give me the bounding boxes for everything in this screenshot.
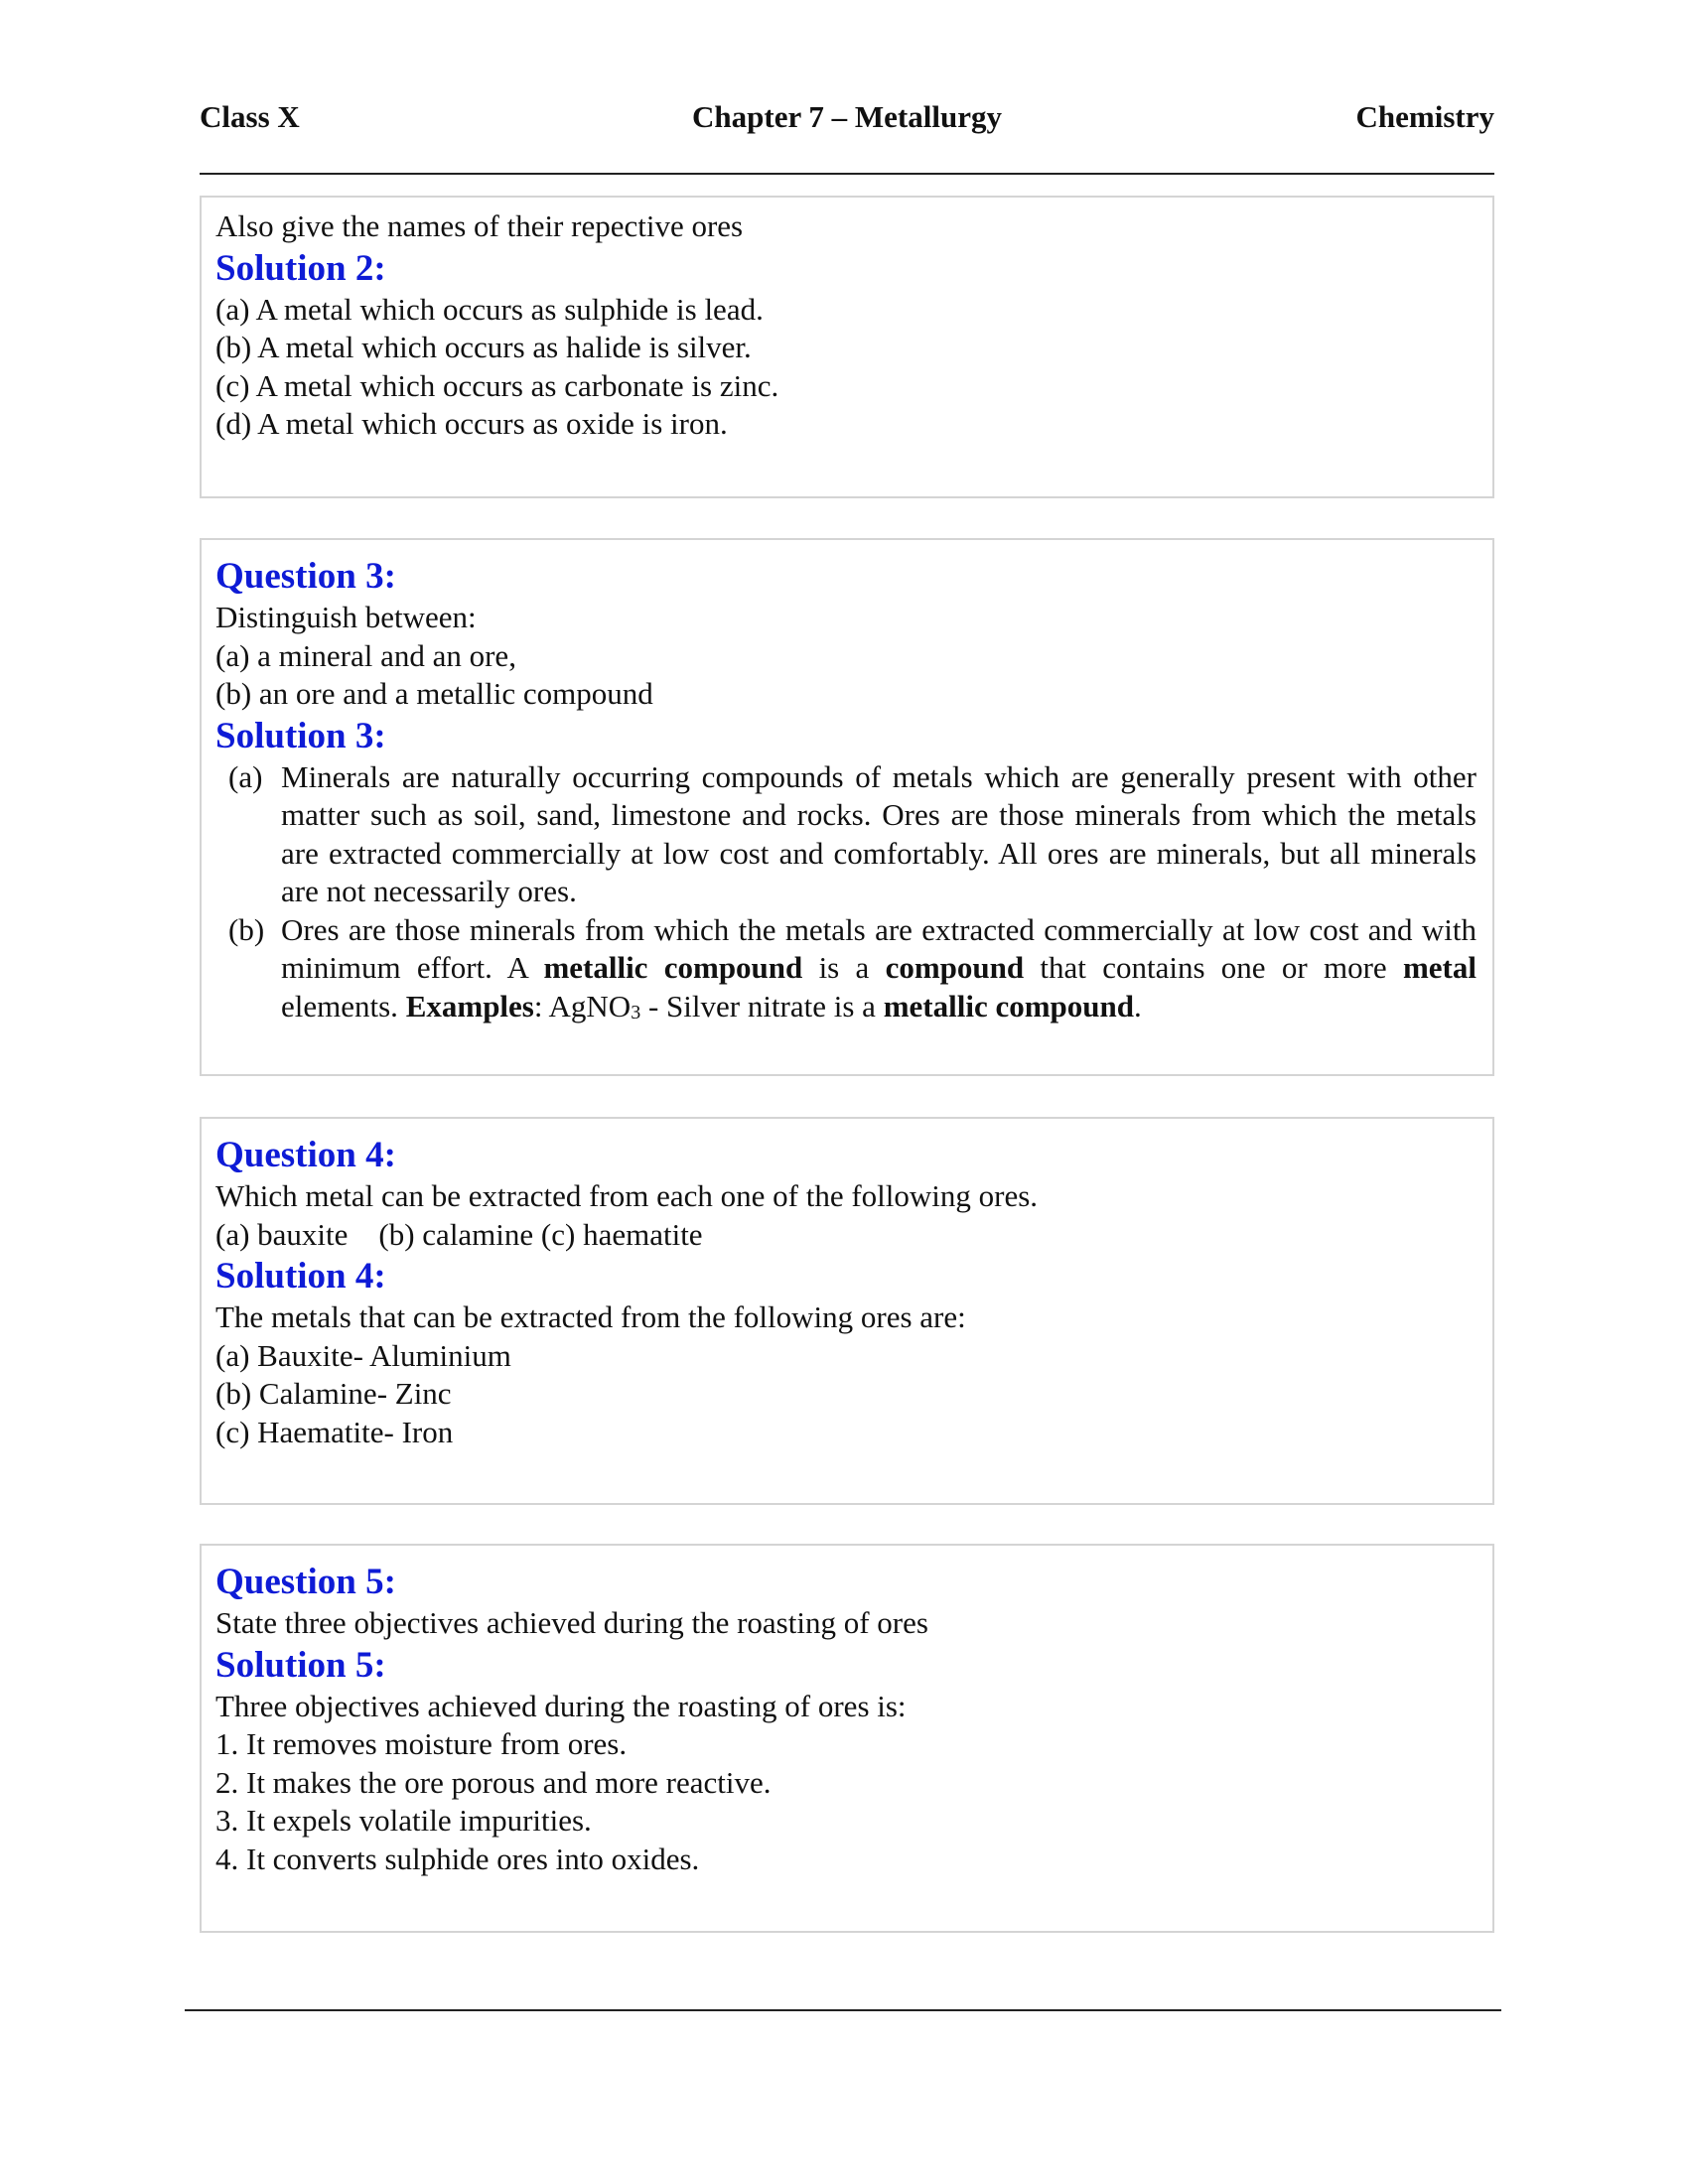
solution-4-line: (c) Haematite- Iron [215,1414,454,1449]
solution-3-item-b [228,911,1478,1030]
text-run: Ores are those minerals from which the metals are extracted commercially at low cost and with minimum effort. A [281,911,1477,985]
solution-2-line: (a) A metal which occurs as sulphide is lead. [215,291,764,327]
header-divider [200,173,1494,175]
question-3-line: (b) an ore and a metallic compound [215,676,653,711]
bold-term: metallic compound [883,988,1135,1024]
header-chapter: Chapter 7 – Metallurgy [692,99,1002,134]
text-run: that contains one or more [1024,950,1403,985]
solution-4-line: The metals that can be extracted from the following ores are: [215,1299,966,1334]
solution-3-heading: Solution 3: [215,715,386,756]
text-run: : AgNO [533,988,632,1024]
question-4-line: Which metal can be extracted from each one of the following ores. [215,1178,1039,1213]
question-4-line: (a) bauxite (b) calamine (c) haematite [215,1216,703,1252]
bold-term: metallic compound [543,950,803,985]
question-3-box [200,538,1494,1076]
item-label: (b) [228,911,265,947]
footer-divider [185,2009,1501,2011]
question-3-line: Distinguish between: [215,600,477,634]
text-run: elements. [281,988,406,1024]
solution-5-line: 2. It makes the ore porous and more reactive. [215,1764,772,1800]
text-run: - Silver nitrate is a [640,988,884,1024]
solution-5-line: Three objectives achieved during the roasting of ores is: [215,1688,907,1723]
item-text [281,911,1478,1030]
solution-4-line: (a) Bauxite- Aluminium [215,1337,511,1373]
item-text: Minerals are naturally occurring compounds of metals which are generally present with other matter such as soil, sand, limestone and rocks. Ores are those minerals from which the metals are extracted commercially at low cost and comfortably. All ores are minerals, but all minerals are not necessarily ores. [281,758,1477,908]
question-3-heading: Question 3: [215,556,396,597]
solution-4-line: (b) Calamine- Zinc [215,1376,452,1411]
question-5-box [200,1544,1494,1933]
question-3-line: (a) a mineral and an ore, [215,637,516,673]
bold-term: compound [885,950,1025,985]
question-5-line: State three objectives achieved during the roasting of ores [215,1605,928,1640]
bold-term: Examples [405,988,534,1024]
solution-5-line: 3. It expels volatile impurities. [215,1803,592,1838]
question-4-box [200,1117,1494,1505]
text-run: is a [802,950,886,985]
solution-2-line: (d) A metal which occurs as oxide is iron. [215,406,728,441]
header-subject: Chemistry [1355,99,1494,134]
solution-2-heading: Solution 2: [215,247,386,289]
solution-5-line: 1. It removes moisture from ores. [215,1726,628,1761]
item-label: (a) [228,758,263,794]
solution-2-line: (b) A metal which occurs as halide is silver. [215,330,752,364]
solution-4-heading: Solution 4: [215,1256,386,1297]
question-5-heading: Question 5: [215,1562,396,1602]
solution-5-heading: Solution 5: [215,1644,386,1686]
text-run: . [1134,988,1142,1024]
solution-2-line: (c) A metal which occurs as carbonate is zinc. [215,367,779,403]
question-2-continuation: Also give the names of their repective ores [215,208,744,243]
question-4-heading: Question 4: [215,1135,396,1175]
page-header [200,99,1494,141]
header-class: Class X [200,99,300,134]
solution-5-line: 4. It converts sulphide ores into oxides. [215,1841,700,1876]
subscript: 3 [631,1001,641,1024]
solution-2-box [200,196,1494,498]
solution-3-item-a [228,758,1478,911]
bold-term: metal [1402,950,1477,985]
